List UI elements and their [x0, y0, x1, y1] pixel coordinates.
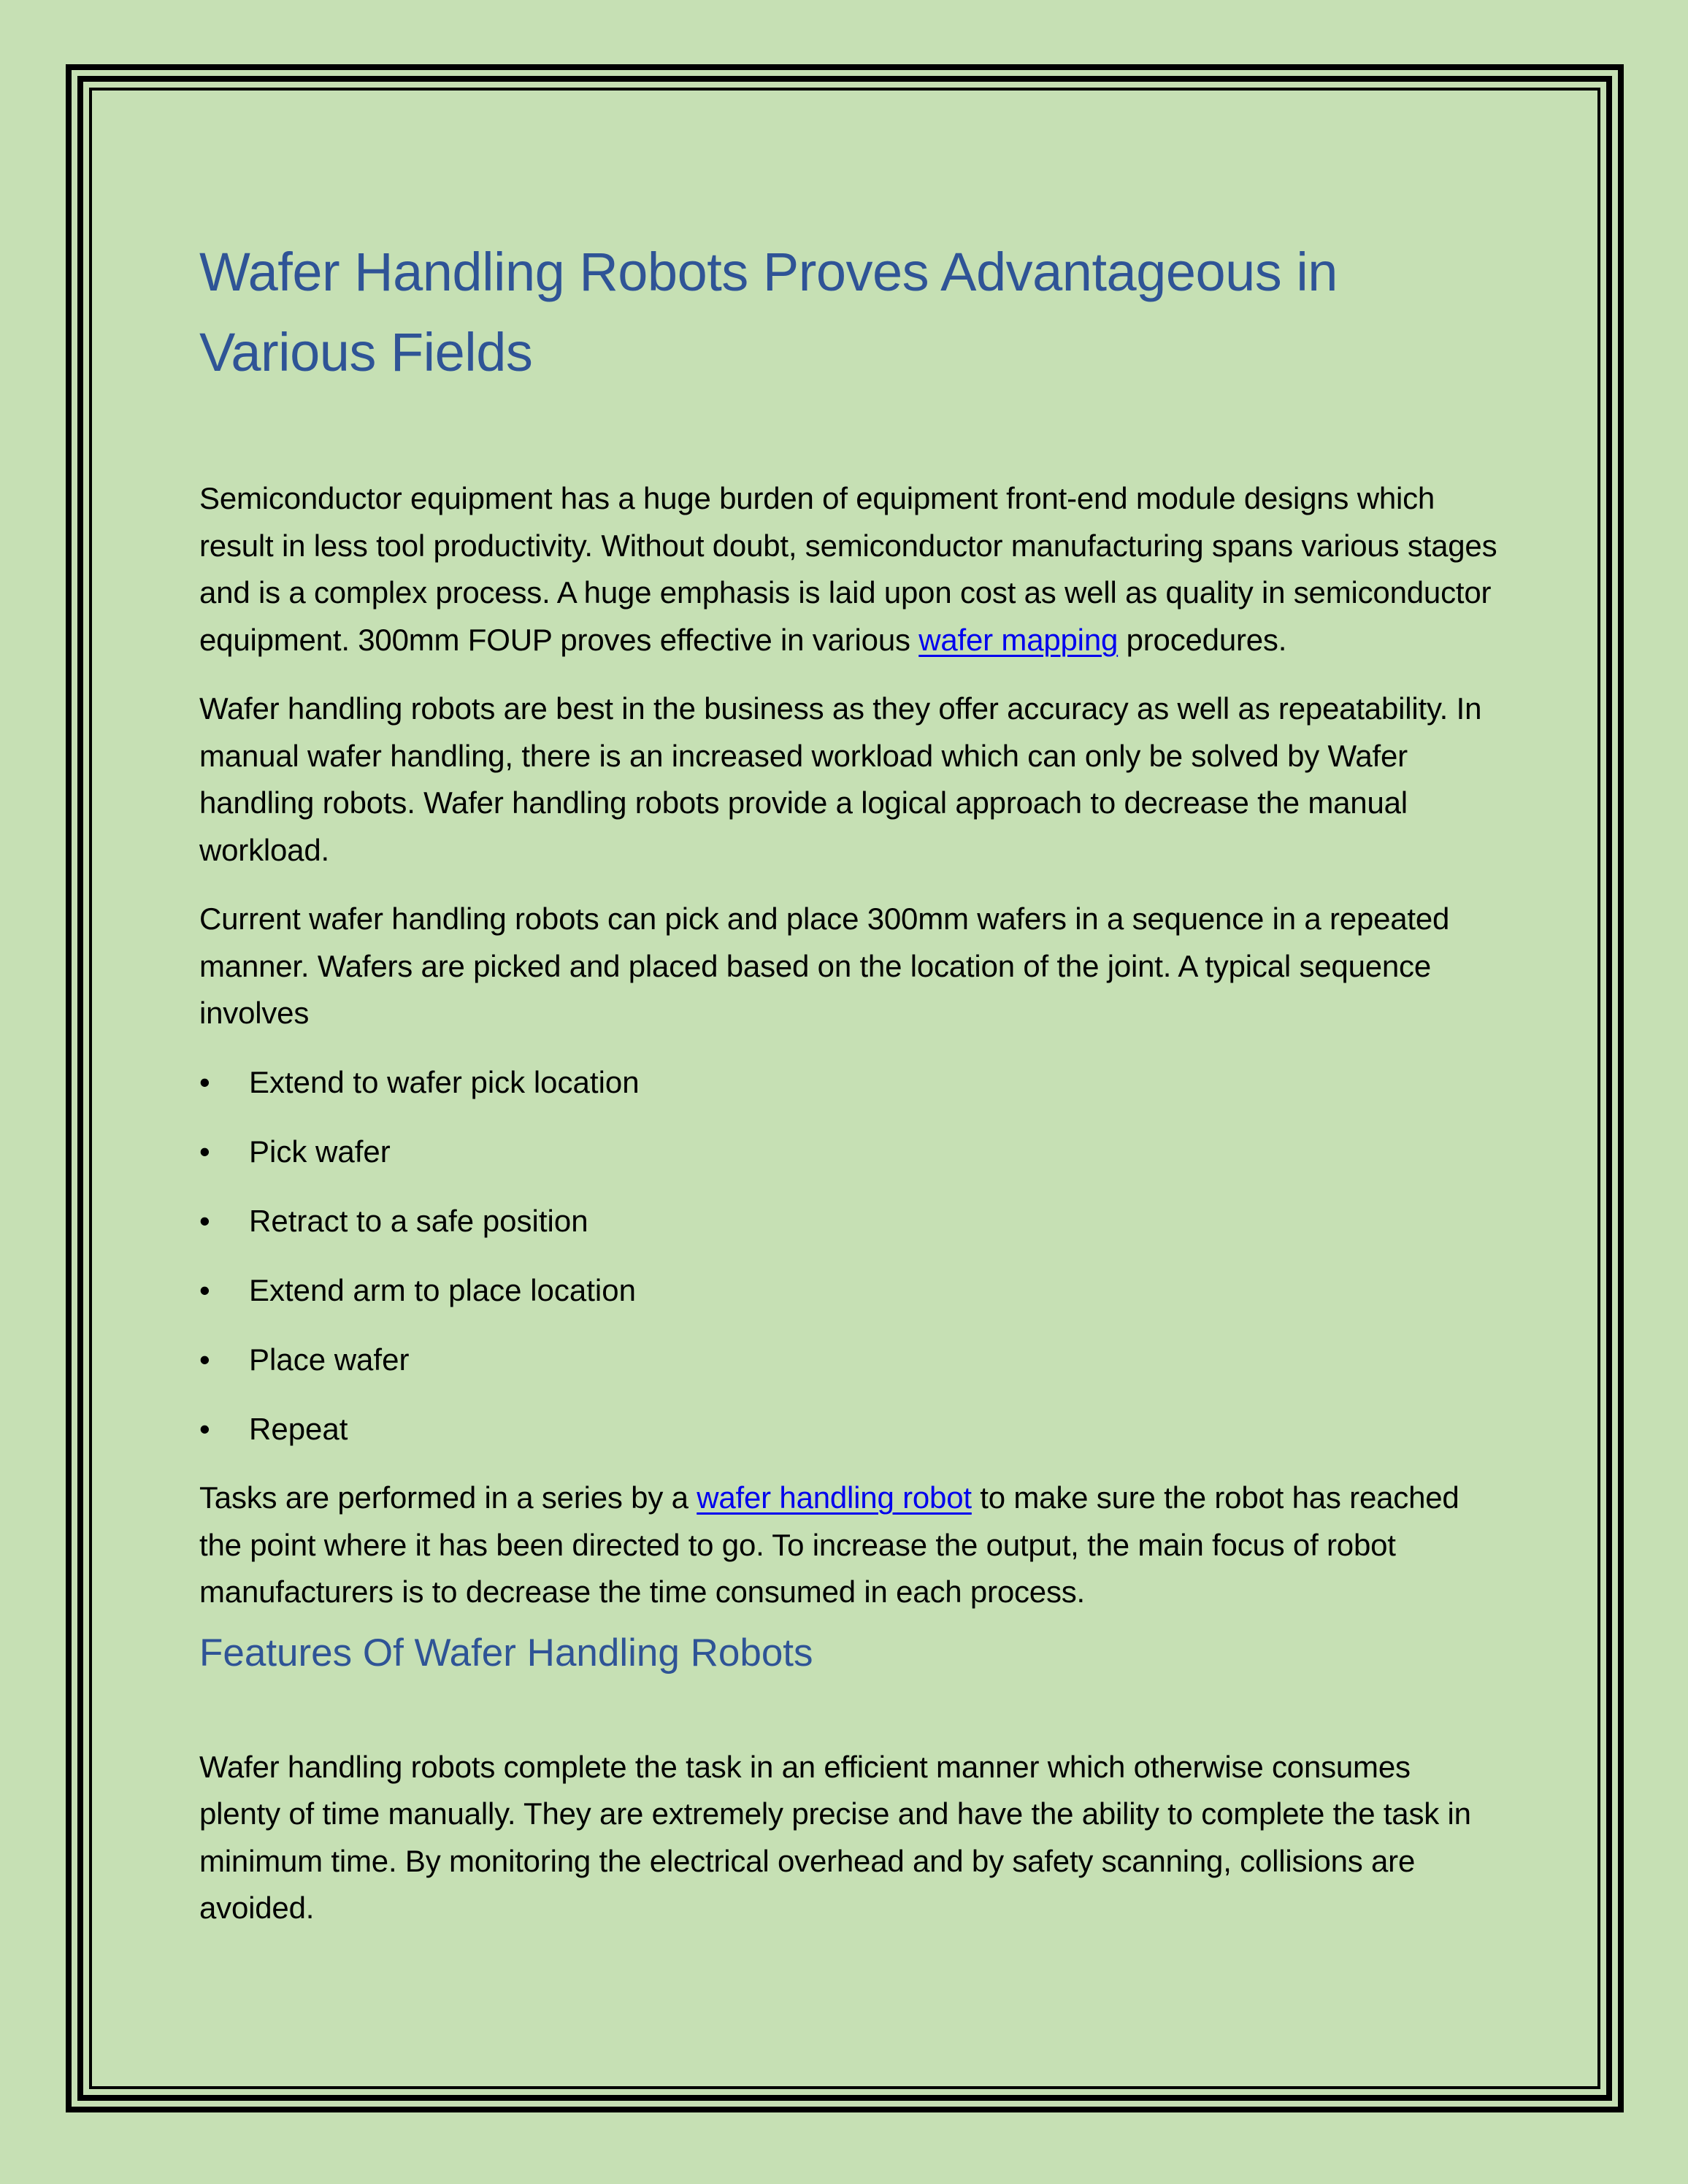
tasks-text-before: Tasks are performed in a series by a [199, 1480, 697, 1515]
bullet-icon: • [199, 1272, 210, 1307]
list-item [199, 1128, 1499, 1176]
list-item [199, 1059, 1499, 1107]
sequence-list [199, 1059, 1499, 1453]
list-item [199, 1198, 1499, 1245]
list-item [199, 1406, 1499, 1453]
bullet-icon: • [199, 1342, 210, 1377]
list-item [199, 1267, 1499, 1315]
page-title: Wafer Handling Robots Proves Advantageous in Various Fields [199, 242, 1338, 382]
intro-text-before: Semiconductor equipment has a huge burden of equipment front-end module designs which result in less tool productivity. Without doubt, semiconductor manufacturing spans various stages and is a complex process. A huge emphasis is laid upon cost as well as quality in semiconductor equipment. 300mm FOUP proves effective in various [199, 481, 1497, 657]
list-item-text: Repeat [249, 1411, 348, 1446]
bullet-icon: • [199, 1411, 210, 1446]
list-item-text: Pick wafer [249, 1134, 391, 1169]
sequence-intro-paragraph: Current wafer handling robots can pick and place 300mm wafers in a sequence in a repeated manner. Wafers are picked and placed based on the location of the joint. A typical sequence involves [199, 901, 1450, 1030]
list-item-text: Extend to wafer pick location [249, 1064, 640, 1099]
features-heading: Features Of Wafer Handling Robots [199, 1631, 813, 1674]
bullet-icon: • [199, 1134, 210, 1169]
list-item-text: Retract to a safe position [249, 1203, 588, 1238]
tasks-text-after: to make sure the robot has reached the point where it has been directed to go. To increase the output, the main focus of robot manufacturers is to decrease the time consumed in each process. [199, 1480, 1459, 1609]
wafer-mapping-link[interactable]: wafer mapping [918, 622, 1119, 657]
robots-accuracy-paragraph: Wafer handling robots are best in the business as they offer accuracy as well as repeatability. In manual wafer handling, there is an increased workload which can only be solved by Wafer handling robots. Wafer handling robots provide a logical approach to decrease the manual workload. [199, 691, 1482, 867]
document-content [199, 232, 1499, 1932]
wafer-handling-robot-link[interactable]: wafer handling robot [697, 1480, 972, 1515]
list-item-text: Extend arm to place location [249, 1272, 636, 1307]
intro-paragraph [199, 475, 1499, 664]
list-item [199, 1337, 1499, 1384]
intro-text-after: procedures. [1118, 622, 1287, 657]
tasks-paragraph [199, 1474, 1499, 1616]
features-paragraph: Wafer handling robots complete the task in an efficient manner which otherwise consumes plenty of time manually. They are extremely precise and have the ability to complete the task in minimum time. By monitoring the electrical overhead and by safety scanning, collisions are avoided. [199, 1749, 1471, 1925]
bullet-icon: • [199, 1064, 210, 1099]
list-item-text: Place wafer [249, 1342, 410, 1377]
bullet-icon: • [199, 1203, 210, 1238]
